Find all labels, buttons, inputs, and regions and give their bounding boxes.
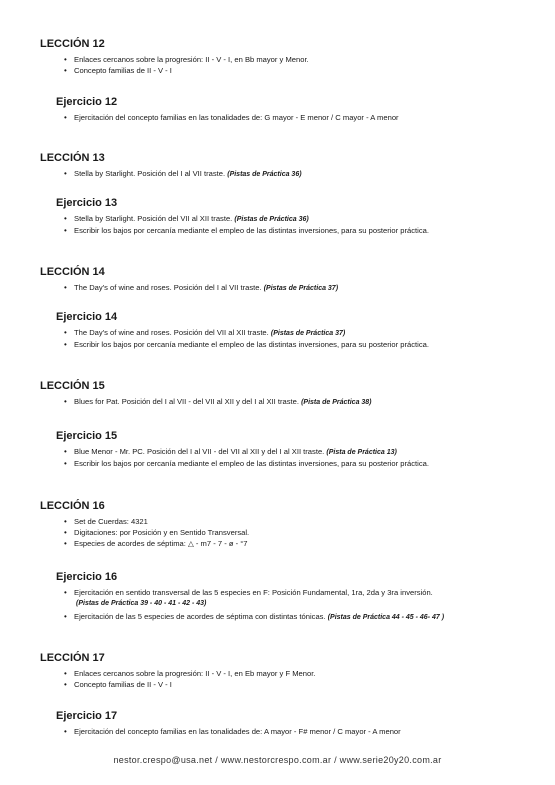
lesson-16-title: LECCIÓN 16	[40, 500, 105, 512]
list-item	[40, 446, 540, 458]
exercise-14-list	[40, 327, 540, 350]
lesson-13-title: LECCIÓN 13	[40, 152, 105, 164]
list-item	[40, 396, 540, 408]
item-text: The Day's of wine and roses. Posición del VII al XII traste.	[74, 328, 269, 337]
lesson-16-list	[40, 516, 540, 549]
practice-track-tag: (Pistas de Práctica 37)	[263, 285, 339, 292]
lesson-12-list	[40, 54, 540, 76]
list-item: • Concepto familias de II - V - I	[40, 65, 540, 76]
item-text: Blues for Pat. Posición del I al VII - del VII al XII y del I al XII traste.	[74, 397, 299, 406]
lesson-14-list	[40, 282, 540, 294]
item-text: Blue Menor - Mr. PC. Posición del I al VII - del VII al XII y del I al XII traste.	[74, 447, 325, 456]
practice-track-tag: (Pistas de Práctica 36)	[227, 171, 302, 178]
list-item: • Ejercitación del concepto familias en las tonalidades de: A mayor - F# menor / C mayor - A menor	[40, 726, 540, 737]
item-text: Stella by Starlight. Posición del VII al XII traste.	[74, 214, 233, 223]
footer-contact: nestor.crespo@usa.net / www.nestorcrespo.com.ar / www.serie20y20.com.ar	[113, 755, 442, 765]
list-item: • Ejercitación del concepto familias en las tonalidades de: G mayor - E menor / C mayor - A menor	[40, 112, 540, 123]
lesson-13-list	[40, 168, 540, 180]
list-item	[40, 282, 540, 294]
list-item: • Escribir los bajos por cercanía mediante el empleo de las distintas inversiones, para su posterior práctica.	[40, 458, 540, 469]
lesson-17	[40, 651, 540, 690]
exercise-16-title: Ejercicio 16	[56, 571, 118, 583]
exercise-16	[40, 570, 540, 623]
lesson-17-list	[40, 668, 540, 690]
list-item: • Set de Cuerdas: 4321	[40, 516, 540, 527]
list-item: • Enlaces cercanos sobre la progresión: II - V - I, en Bb mayor y Menor.	[40, 54, 540, 65]
exercise-17	[40, 709, 540, 737]
exercise-13-title: Ejercicio 13	[56, 197, 118, 209]
list-item: • Especies de acordes de séptima: △ - m7 - 7 - ø - °7	[40, 538, 540, 549]
lesson-15-list	[40, 396, 540, 408]
practice-track-tag: (Pista de Práctica 38)	[301, 399, 372, 406]
list-item	[40, 611, 540, 623]
list-item: • Concepto familias de II - V - I	[40, 679, 540, 690]
exercise-17-list	[40, 726, 540, 737]
item-text: Ejercitación de las 5 especies de acordes de séptima con distintas tónicas.	[74, 612, 326, 621]
list-item	[40, 168, 540, 180]
list-item	[40, 213, 540, 225]
lesson-12-title: LECCIÓN 12	[40, 38, 105, 50]
lesson-12	[40, 37, 540, 76]
exercise-12-list	[40, 112, 540, 123]
item-text: Ejercitación en sentido transversal de las 5 especies en F: Posición Fundamental, 1ra, 2da y 3ra inversión.	[74, 588, 433, 597]
exercise-15	[40, 429, 540, 469]
lesson-15	[40, 379, 540, 408]
lesson-16	[40, 499, 540, 549]
practice-track-tag: (Pistas de Práctica 37)	[270, 330, 346, 337]
list-item: • Escribir los bajos por cercanía mediante el empleo de las distintas inversiones, para su posterior práctica.	[40, 339, 540, 350]
exercise-13	[40, 196, 540, 236]
item-text: Stella by Starlight. Posición del I al VII traste.	[74, 169, 226, 178]
lesson-14-title: LECCIÓN 14	[40, 266, 105, 278]
exercise-12	[40, 95, 540, 123]
exercise-16-list	[40, 587, 540, 623]
item-text: The Day's of wine and roses. Posición del I al VII traste.	[74, 283, 262, 292]
list-item: • Digitaciones: por Posición y en Sentido Transversal.	[40, 527, 540, 538]
list-item: • Enlaces cercanos sobre la progresión: II - V - I, en Eb mayor y F Menor.	[40, 668, 540, 679]
exercise-14-title: Ejercicio 14	[56, 311, 118, 323]
lesson-14	[40, 265, 540, 294]
practice-track-tag: (Pistas de Práctica 39 - 40 - 41 - 42 - 43)	[76, 600, 207, 607]
practice-track-tag: (Pistas de Práctica 44 - 45 - 46- 47 )	[327, 614, 445, 621]
exercise-15-title: Ejercicio 15	[56, 430, 118, 442]
practice-track-tag: (Pistas de Práctica 36)	[234, 216, 309, 223]
exercise-17-title: Ejercicio 17	[56, 710, 118, 722]
exercise-14	[40, 310, 540, 350]
list-item: • Escribir los bajos por cercanía mediante el empleo de las distintas inversiones, para su posterior práctica.	[40, 225, 540, 236]
list-item	[40, 587, 540, 609]
lesson-13	[40, 151, 540, 180]
list-item	[40, 327, 540, 339]
lesson-17-title: LECCIÓN 17	[40, 652, 105, 664]
exercise-15-list	[40, 446, 540, 469]
exercise-13-list	[40, 213, 540, 236]
lesson-15-title: LECCIÓN 15	[40, 380, 105, 392]
exercise-12-title: Ejercicio 12	[56, 96, 118, 108]
practice-track-tag: (Pista de Práctica 13)	[326, 449, 397, 456]
